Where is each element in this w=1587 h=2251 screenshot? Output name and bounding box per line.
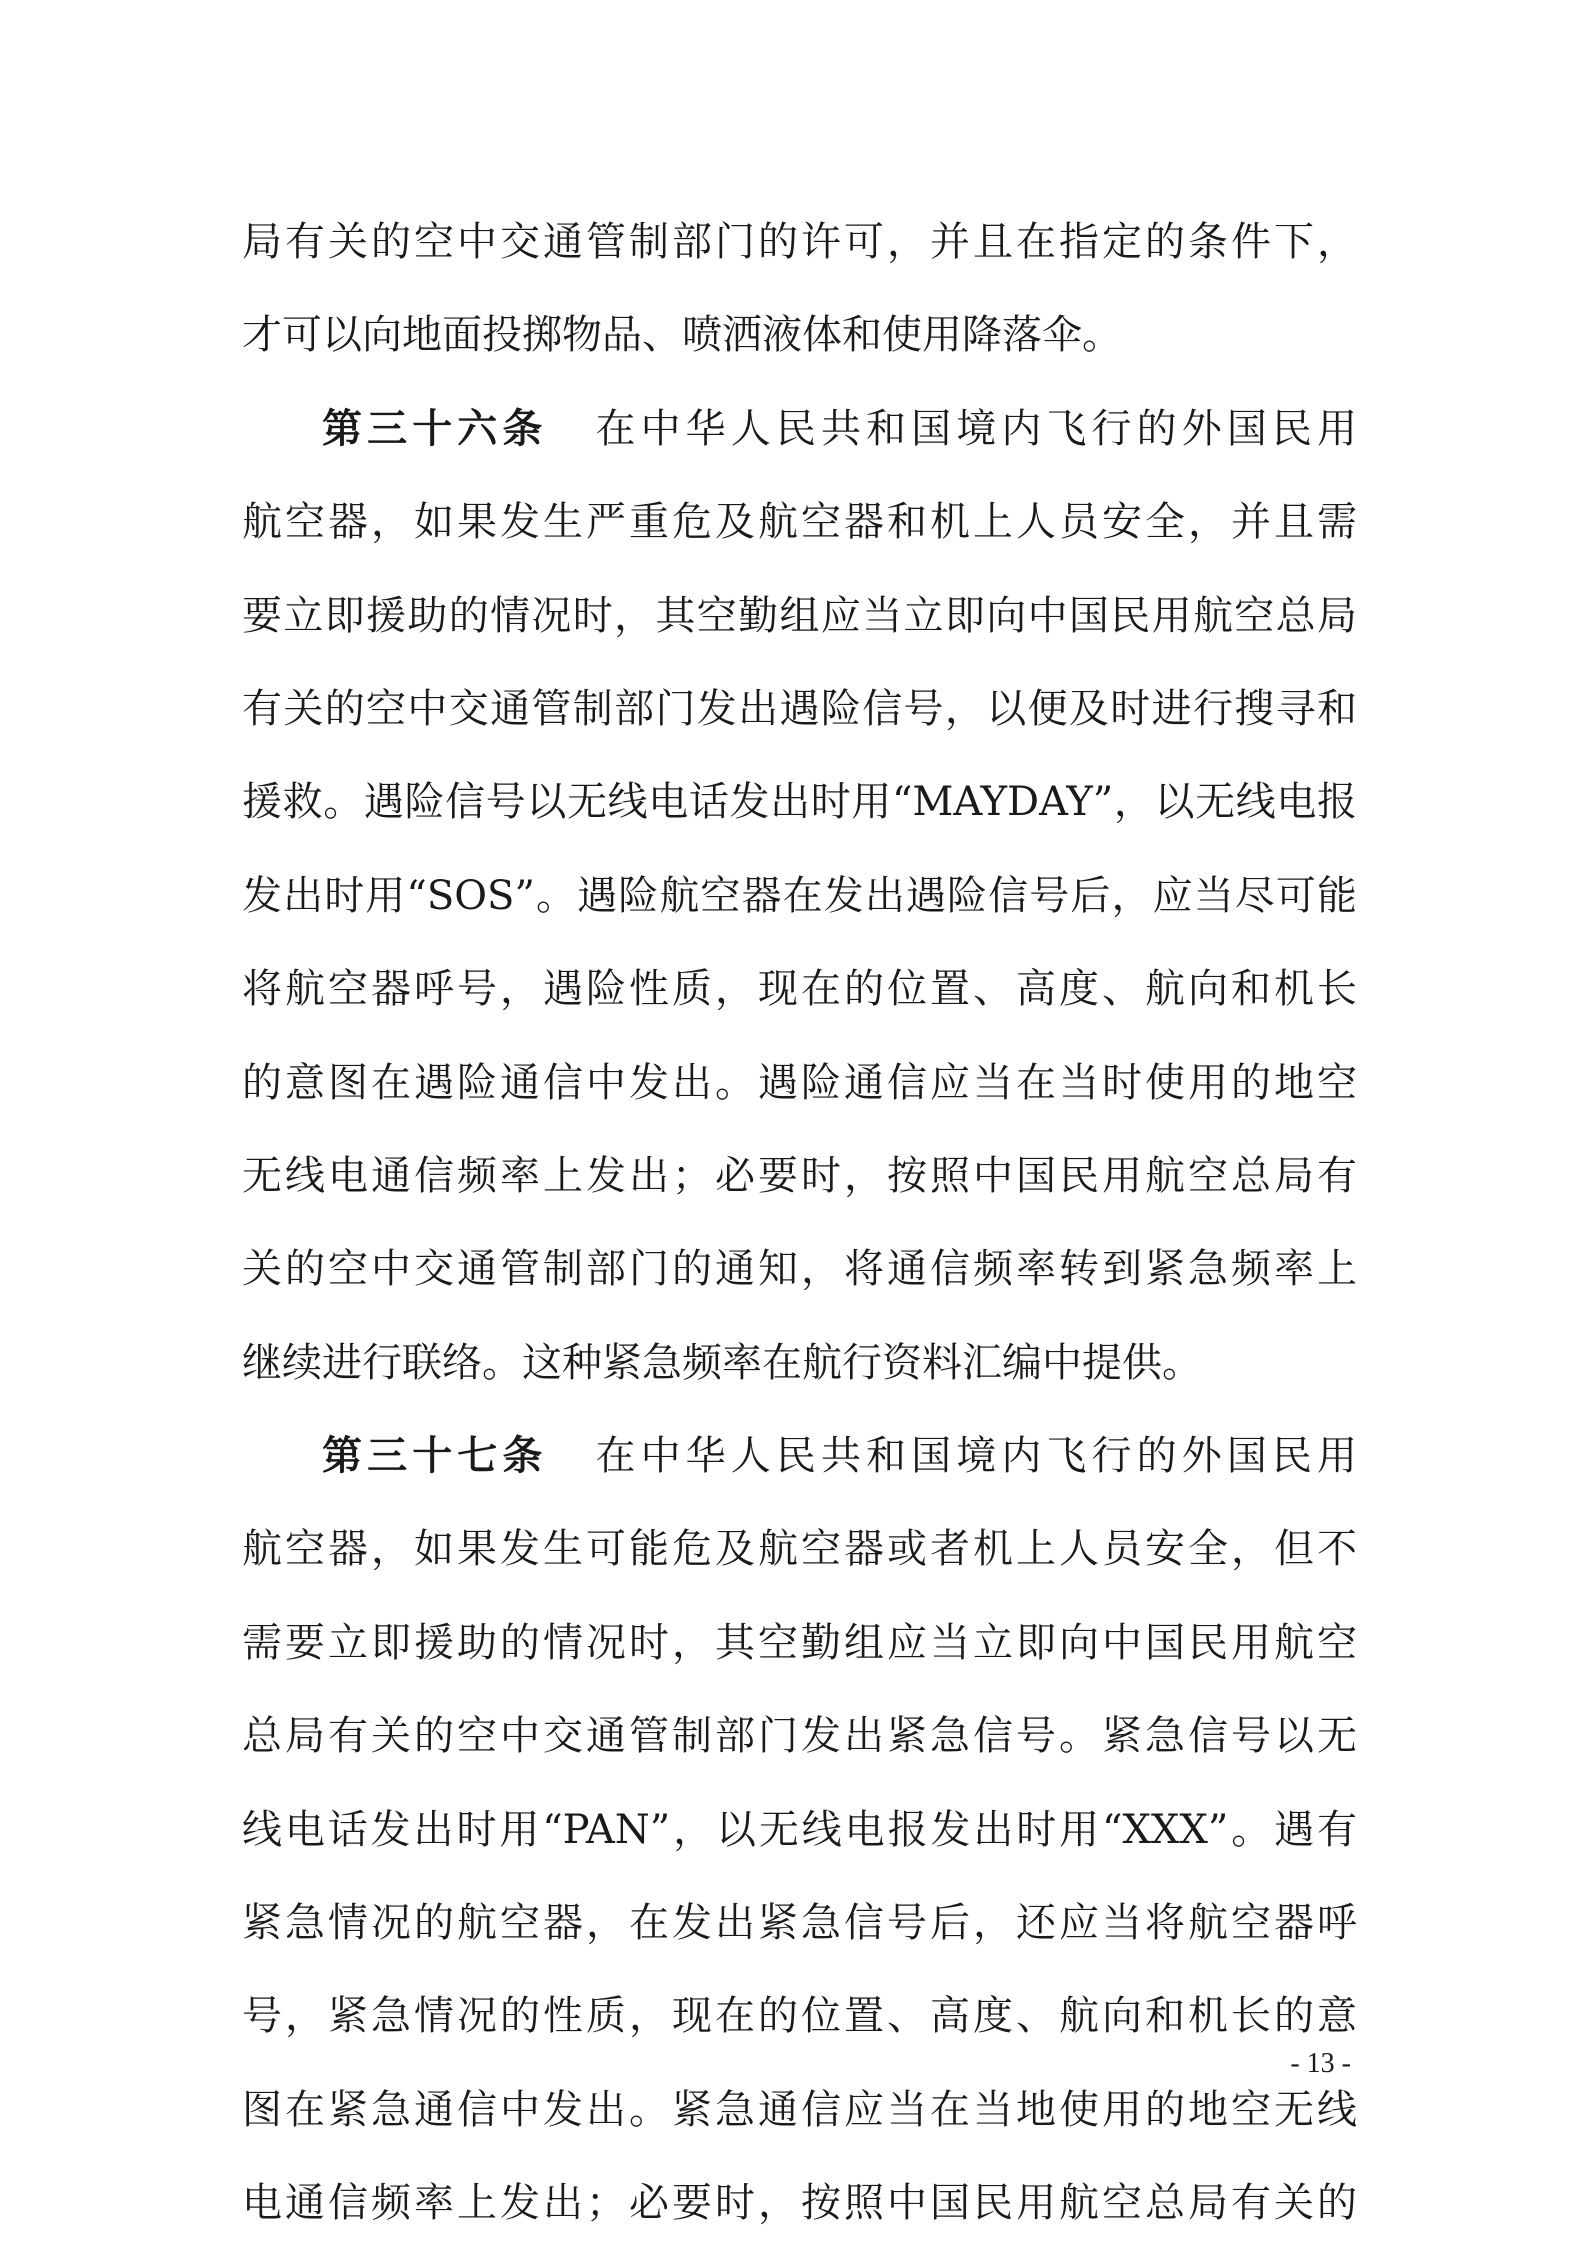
text-line: 的意图在遇险通信中发出。遇险通信应当在当时使用的地空: [242, 1059, 1357, 1106]
text-line: 继续进行联络。这种紧急频率在航行资料汇编中提供。: [242, 1339, 1202, 1386]
text-run: 在中华人民共和国境内飞行的外国民用: [595, 1433, 1358, 1480]
text-line: 有关的空中交通管制部门发出遇险信号，以便及时进行搜寻和: [242, 685, 1357, 732]
text-line: 航空器，如果发生严重危及航空器和机上人员安全，并且需: [242, 499, 1357, 546]
text-line: 航空器，如果发生可能危及航空器或者机上人员安全，但不: [242, 1526, 1357, 1573]
text-line: 无线电通信频率上发出；必要时，按照中国民用航空总局有: [242, 1152, 1357, 1199]
text-line: 才可以向地面投掷物品、喷洒液体和使用降落伞。: [242, 312, 1122, 359]
body-text: [242, 196, 1357, 2251]
text-line: 将航空器呼号，遇险性质，现在的位置、高度、航向和机长: [242, 966, 1357, 1013]
text-line: 紧急情况的航空器，在发出紧急信号后，还应当将航空器呼: [242, 1900, 1357, 1947]
text-line: 局有关的空中交通管制部门的许可，并且在指定的条件下，: [242, 219, 1357, 265]
text-line: 要立即援助的情况时，其空勤组应当立即向中国民用航空总局: [242, 592, 1357, 639]
article-heading: 第三十七条: [322, 1433, 548, 1480]
text-line: 总局有关的空中交通管制部门发出紧急信号。紧急信号以无: [242, 1713, 1357, 1760]
article-first-line: [242, 1410, 1357, 1503]
text-line: 电通信频率上发出；必要时，按照中国民用航空总局有关的: [242, 2180, 1357, 2227]
text-line: 发出时用“SOS”。遇险航空器在发出遇险信号后，应当尽可能: [242, 872, 1357, 919]
text-line: 号，紧急情况的性质，现在的位置、高度、航向和机长的意: [242, 1993, 1357, 2040]
article-heading: 第三十六条: [322, 405, 548, 452]
page-number: - 13 -: [1290, 2048, 1351, 2079]
text-run: 在中华人民共和国境内飞行的外国民用: [595, 405, 1358, 452]
text-line: 需要立即援助的情况时，其空勤组应当立即向中国民用航空: [242, 1619, 1357, 1666]
text-line: 线电话发出时用“PAN”，以无线电报发出时用“XXX”。遇有: [242, 1806, 1357, 1853]
article-first-line: [242, 383, 1357, 476]
text-line: 关的空中交通管制部门的通知，将通信频率转到紧急频率上: [242, 1246, 1357, 1293]
text-line: 图在紧急通信中发出。紧急通信应当在当地使用的地空无线: [242, 2086, 1357, 2133]
text-line: 援救。遇险信号以无线电话发出时用“MAYDAY”，以无线电报: [242, 779, 1357, 826]
